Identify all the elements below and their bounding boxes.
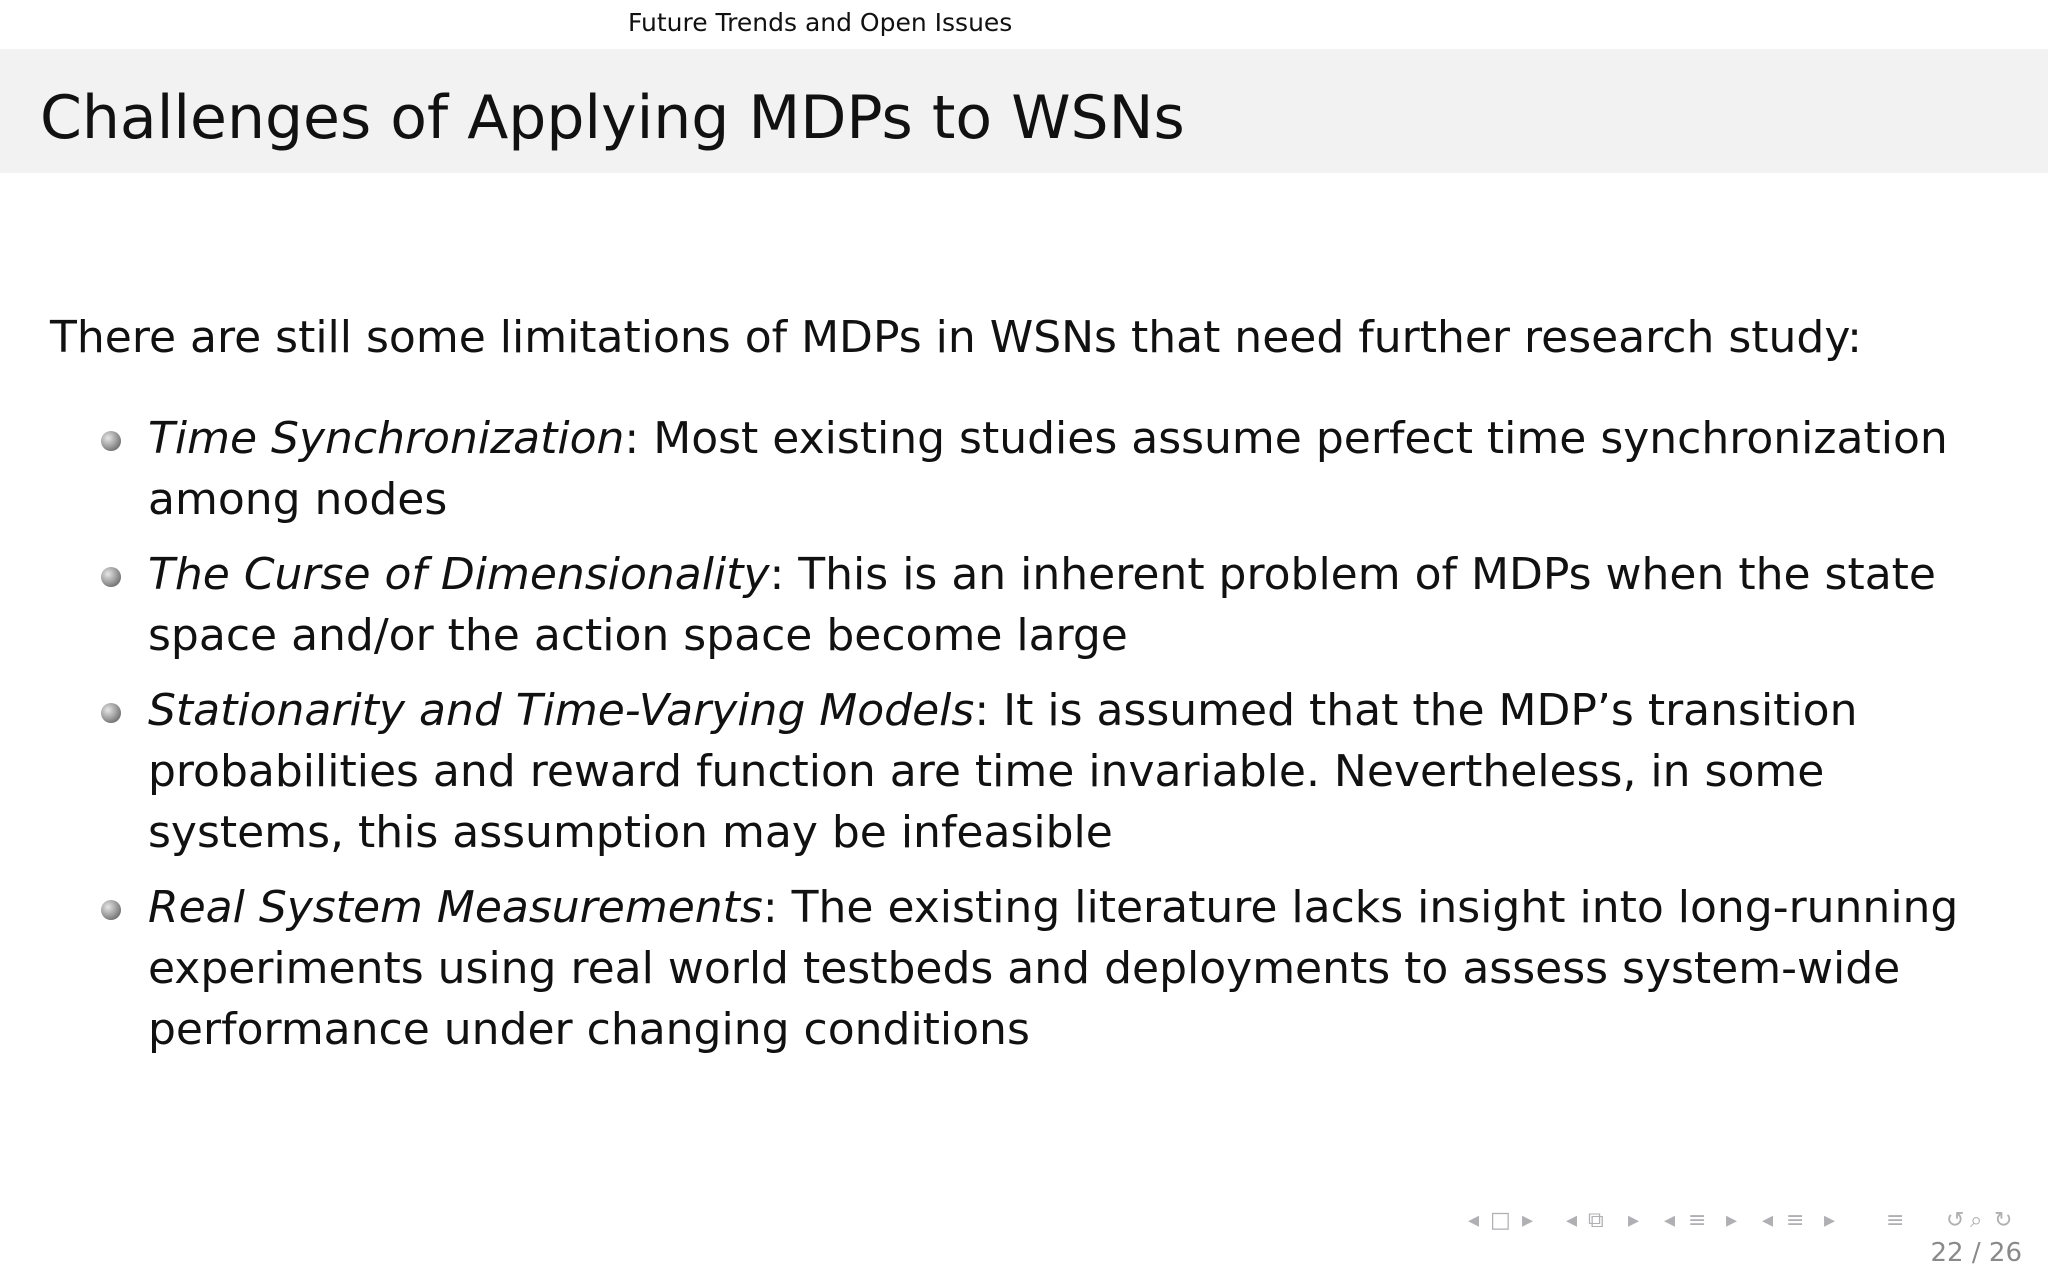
prev-part-arrow-icon[interactable]: ◂ — [1762, 1208, 1774, 1233]
part-icon[interactable]: ≡ — [1786, 1208, 1805, 1233]
undo-icon[interactable]: ↺ — [1946, 1208, 1965, 1233]
bullet-list — [0, 408, 2048, 1074]
bullet-term: The Curse of Dimensionality — [148, 549, 770, 600]
frame-title: Challenges of Applying MDPs to WSNs — [40, 83, 1185, 153]
bullet-description: : It is assumed that the MDP’s transition probabilities and reward function are time invariable. Nevertheless, in some systems, this assumption may be infeasible — [148, 685, 1858, 858]
bullet-term: Stationarity and Time-Varying Models — [148, 685, 975, 736]
total-pages: 26 — [1988, 1238, 2022, 1268]
list-item — [0, 544, 2000, 666]
next-frame-arrow-icon[interactable]: ▸ — [1522, 1208, 1534, 1233]
next-subsection-arrow-icon[interactable]: ▸ — [1628, 1208, 1640, 1233]
bullet-icon — [101, 431, 121, 451]
section-title: Future Trends and Open Issues — [628, 8, 1013, 37]
headline-bar — [0, 0, 2048, 48]
list-item — [0, 877, 2000, 1060]
prev-section-arrow-icon[interactable]: ◂ — [1664, 1208, 1676, 1233]
list-item — [0, 680, 2000, 863]
bullet-description: : Most existing studies assume perfect time synchronization among nodes — [148, 413, 1948, 525]
prev-frame-arrow-icon[interactable]: ◂ — [1468, 1208, 1480, 1233]
current-page: 22 — [1930, 1238, 1964, 1268]
bullet-description: : The existing literature lacks insight into long-running experiments using real world testbeds and deployments to assess system-wide performance under changing conditions — [148, 882, 1959, 1055]
intro-text: There are still some limitations of MDPs in WSNs that need further research study: — [50, 312, 1862, 363]
page-number — [1931, 1238, 2022, 1268]
bullet-icon — [101, 703, 121, 723]
navigation-bar — [1468, 1206, 2028, 1236]
bullet-icon — [101, 900, 121, 920]
redo-icon[interactable]: ↻ — [1994, 1208, 2013, 1233]
bullet-icon — [101, 567, 121, 587]
next-part-arrow-icon[interactable]: ▸ — [1824, 1208, 1836, 1233]
bullet-term: Real System Measurements — [148, 882, 763, 933]
frame-title-bar — [0, 49, 2048, 173]
outline-icon[interactable]: ≡ — [1886, 1208, 1905, 1233]
subsection-icon[interactable]: ⧉ — [1588, 1208, 1604, 1233]
frame-icon[interactable]: □ — [1490, 1208, 1511, 1233]
prev-subsection-arrow-icon[interactable]: ◂ — [1566, 1208, 1578, 1233]
bullet-term: Time Synchronization — [148, 413, 625, 464]
list-item — [0, 408, 2000, 530]
section-icon[interactable]: ≡ — [1688, 1208, 1707, 1233]
page-separator: / — [1963, 1238, 1989, 1268]
bullet-description: : This is an inherent problem of MDPs when the state space and/or the action space become large — [148, 549, 1936, 661]
search-icon[interactable]: ⌕ — [1970, 1208, 1983, 1233]
next-section-arrow-icon[interactable]: ▸ — [1726, 1208, 1738, 1233]
